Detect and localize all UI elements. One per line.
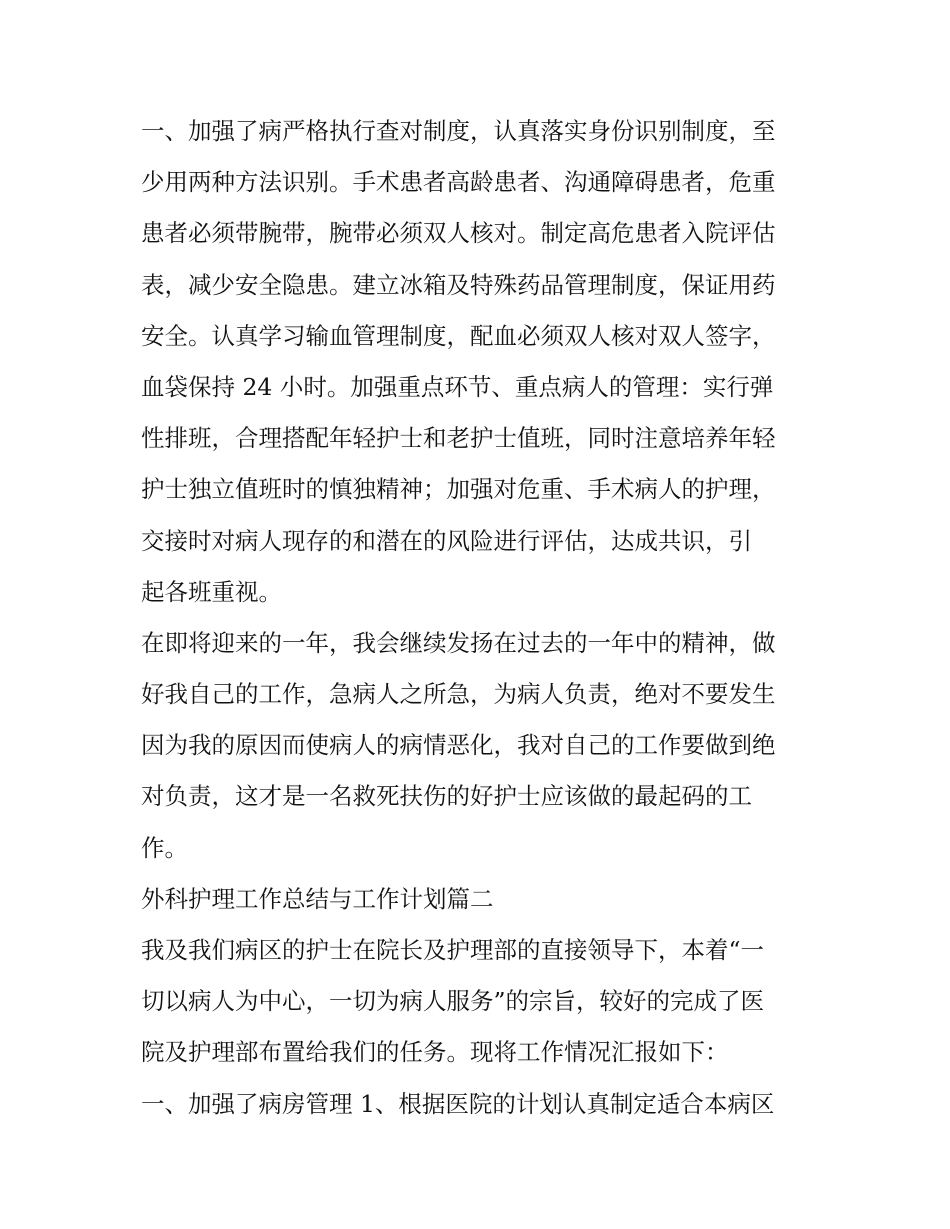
text-line: 表，减少安全隐患。建立冰箱及特殊药品管理制度，保证用药 xyxy=(141,270,776,299)
text-line: 好我自己的工作，急病人之所急，为病人负责，绝对不要发生 xyxy=(141,680,776,709)
text-line: 起各班重视。 xyxy=(141,577,282,606)
text-line: 一、加强了病严格执行查对制度，认真落实身份识别制度，至 xyxy=(141,117,776,145)
text-line: 安全。认真学习输血管理制度，配血必须双人核对双人签字， xyxy=(141,321,776,350)
text-line: 性排班，合理搭配年轻护士和老护士值班，同时注意培养年轻 xyxy=(141,424,776,453)
text-line: 交接时对病人现存的和潜在的风险进行评估，达成共识，引 xyxy=(141,526,752,555)
text-line: 作。 xyxy=(141,833,188,862)
text-line: 少用两种方法识别。手术患者高龄患者、沟通障碍患者，危重 xyxy=(141,168,776,197)
text-line: 切以病人为中心，一切为病人服务”的宗旨，较好的完成了医 xyxy=(141,987,765,1016)
text-line: 在即将迎来的一年，我会继续发扬在过去的一年中的精神，做 xyxy=(141,628,776,657)
text-line: 我及我们病区的护士在院长及护理部的直接领导下，本着“一 xyxy=(141,936,765,964)
text-line: 对负责，这才是一名救死扶伤的好护士应该做的最起码的工 xyxy=(141,782,752,811)
text-line: 患者必须带腕带，腕带必须双人核对。制定高危患者入院评估 xyxy=(141,219,776,248)
text-line: 因为我的原因而使病人的病情恶化，我对自己的工作要做到绝 xyxy=(141,731,776,760)
text-line: 院及护理部布置给我们的任务。现将工作情况汇报如下： xyxy=(141,1038,729,1067)
text-line: 护士独立值班时的慎独精神；加强对危重、手术病人的护理， xyxy=(141,475,776,504)
text-line: 一、加强了病房管理 1、根据医院的计划认真制定适合本病区 xyxy=(141,1089,775,1118)
section-heading: 外科护理工作总结与工作计划篇二 xyxy=(141,884,494,913)
document-body xyxy=(141,106,821,1130)
text-line: 血袋保持 24 小时。加强重点环节、重点病人的管理：实行弹 xyxy=(141,372,774,401)
